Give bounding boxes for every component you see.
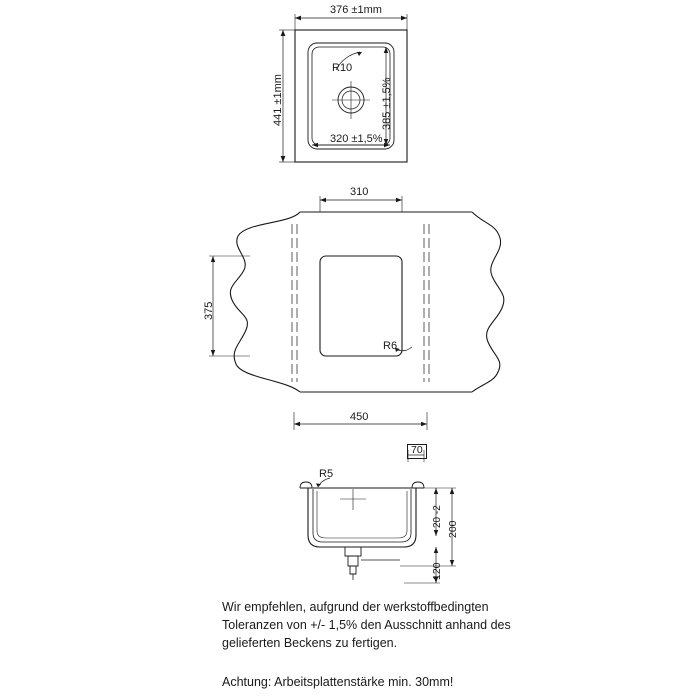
dim-label-section-flange: 70	[407, 444, 427, 459]
dim-label-cutout-top: 310	[350, 186, 369, 198]
dim-label-section-rim: 20 -2	[432, 505, 443, 528]
dim-label-top-width: 376 ±1mm	[330, 4, 382, 16]
dim-label-top-inner-height: 385 ±1,5%	[381, 77, 393, 130]
cutout-view-group	[209, 196, 504, 430]
dim-label-cutout-left: 375	[203, 301, 215, 320]
note-warning: Achtung: Arbeitsplattenstärke min. 30mm!	[222, 675, 454, 689]
radius-label-r10: R10	[332, 62, 353, 74]
dim-label-cutout-bottom: 450	[350, 411, 369, 423]
dim-label-top-inner-width: 320 ±1,5%	[330, 133, 383, 145]
radius-label-r6: R6	[383, 340, 398, 352]
dim-label-section-depth: 200	[447, 520, 459, 538]
dim-label-top-height: 441 ±1mm	[272, 74, 284, 126]
dim-label-section-drain: 120	[431, 562, 443, 580]
radius-label-r5: R5	[319, 468, 334, 480]
note-recommendation: Wir empfehlen, aufgrund der werkstoffbedingten Toleranzen von +/- 1,5% den Ausschnitt anhand des gelieferten Beckens zu fertigen.	[222, 600, 511, 651]
